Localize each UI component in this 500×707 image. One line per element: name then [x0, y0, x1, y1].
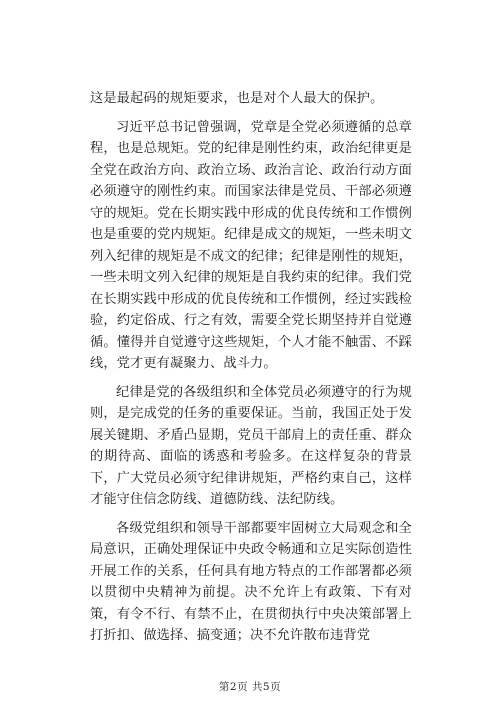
- paragraph-continuation: 这是最起码的规矩要求，也是对个人最大的保护。: [90, 91, 384, 106]
- page-number-footer: 第2页 共5页: [218, 681, 282, 693]
- paragraph-overall-view: 各级党组织和领导干部都要牢固树立大局观念和全局意识，正确处理保证中央政令畅通和立足实际创造性开展工作的关系，任何具有地方特点的工作部署都必须以贯彻中央精神为前提。决不允许上有政策、下有对策，有令不行、有禁不止，在贯彻执行中央决策部署上打折扣、做选择、搞变通；决不允许散布违背党: [90, 520, 412, 643]
- paragraph-discipline-rules: 纪律是党的各级组织和全体党员必须遵守的行为规则，是完成党的任务的重要保证。当前，我国正处于发展关键期、矛盾凸显期，党员干部肩上的责任重、群众的期待高、面临的诱惑和考验多。在这样复杂的背景下，广大党员必须守纪律讲规矩，严格约束自己，这样才能守住信念防线、道德防线、法纪防线。: [90, 384, 412, 507]
- document-body: [90, 88, 412, 647]
- paragraph-party-constitution: 习近平总书记曾强调，党章是全党必须遵循的总章程，也是总规矩。党的纪律是刚性约束，政治纪律更是全党在政治方向、政治立场、政治言论、政治行动方面必须遵守的刚性约束。而国家法律是党员、干部必须遵守的规矩。党在长期实践中形成的优良传统和工作惯例也是重要的党内规矩。纪律是成文的规矩，一些未明文列入纪律的规矩是不成文的纪律；纪律是刚性的规矩，一些未明文列入纪律的规矩是自我约束的纪律。我们党在长期实践中形成的优良传统和工作惯例，经过实践检验，约定俗成、行之有效，需要全党长期坚持并自觉遵循。懂得并自觉遵守这些规矩，个人才能不触雷、不踩线，党才更有凝聚力、战斗力。: [90, 119, 412, 371]
